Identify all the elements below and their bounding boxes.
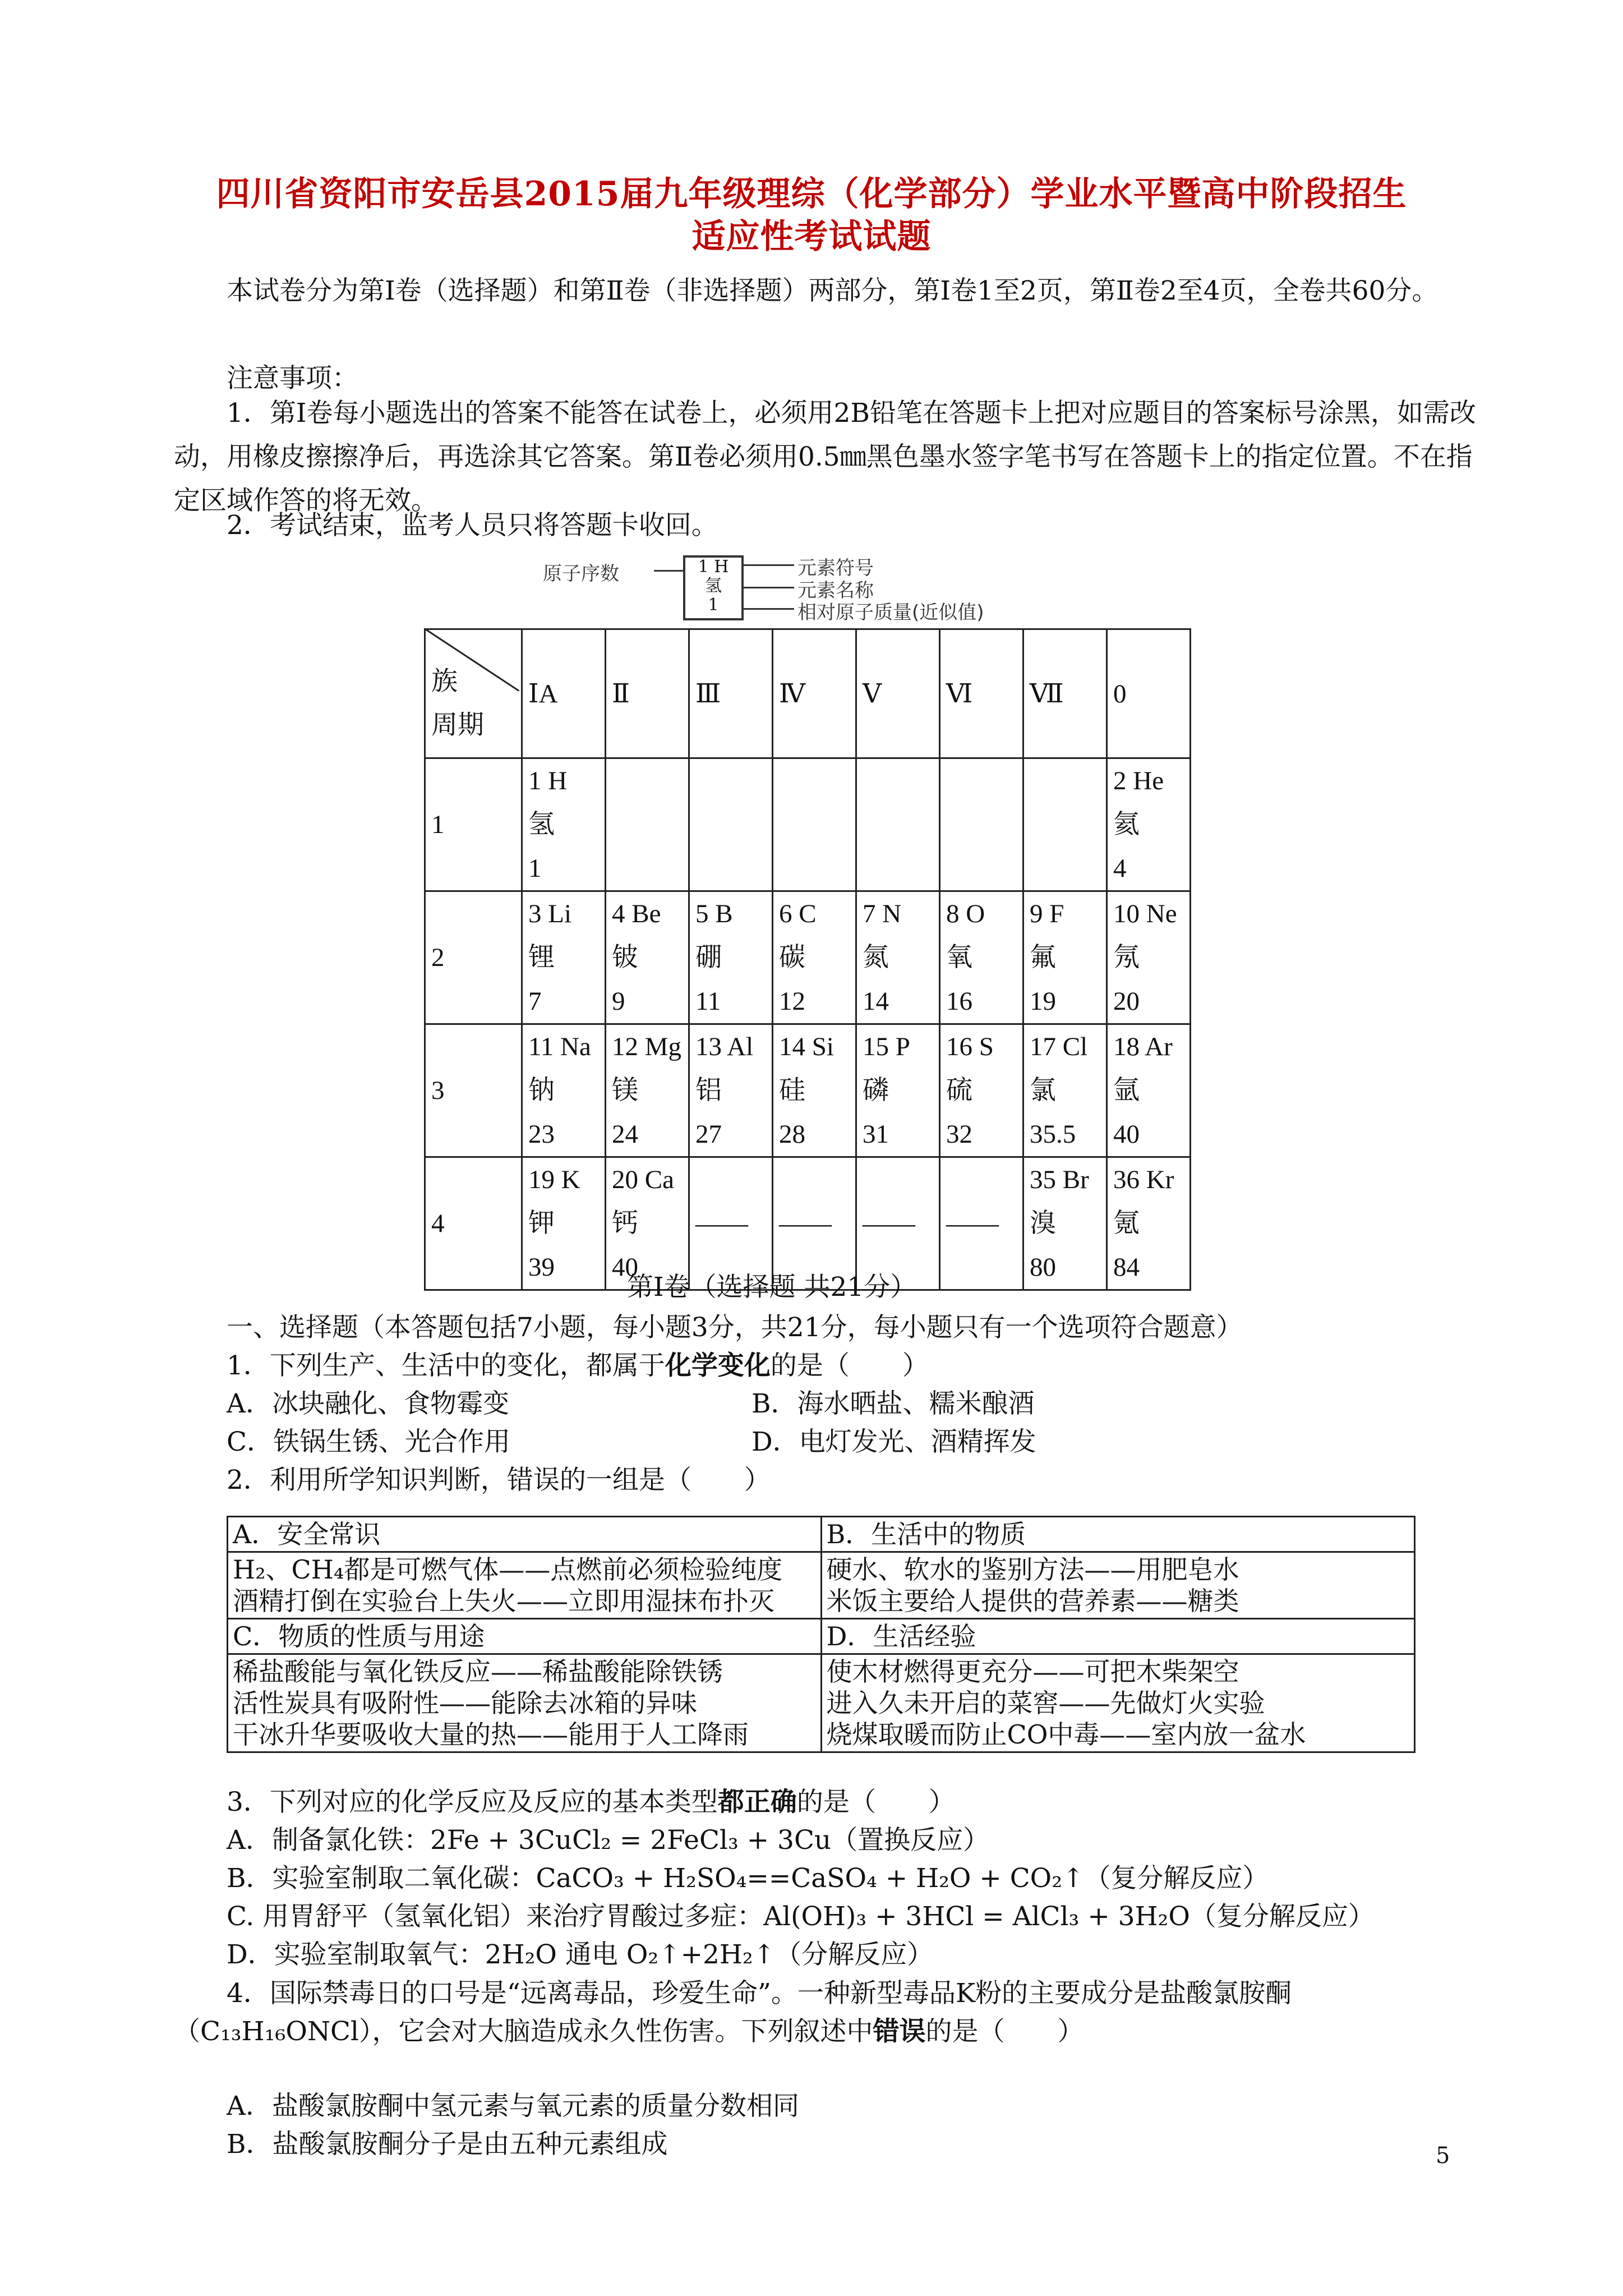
title-line-1: 四川省资阳市安岳县2015届九年级理综（化学部分）学业水平暨高中阶段招生 (216, 174, 1407, 214)
element-symbol: 18 Ar (1113, 1032, 1173, 1061)
legend-symbol: 元素符号 (797, 557, 874, 579)
element-symbol: 36 Kr (1113, 1165, 1174, 1194)
element-symbol: 19 K (528, 1165, 580, 1194)
element-mass (612, 846, 688, 890)
q2-row-heads-1 (228, 1517, 1415, 1552)
element-cell (1023, 758, 1107, 891)
element-symbol: 10 Ne (1113, 899, 1177, 928)
periodic-table (424, 628, 1191, 1291)
notice-1-text: 1．第Ⅰ卷每小题选出的答案不能答在试卷上，必须用2B铅笔在答题卡上把对应题目的答案标号涂黑，如需改动，用橡皮擦擦净后，再选涂其它答案。第Ⅱ卷必须用0.5㎜黑色墨水签字笔书写在答题卡上的指定位置。不在指定区域作答的将无效。 (174, 398, 1476, 516)
element-cell (856, 758, 940, 891)
q2-b-line: 硬水、软水的鉴别方法——用肥皂水 (826, 1554, 1239, 1585)
element-name: 氧 (946, 943, 972, 972)
question-4-stem (174, 1975, 1486, 2051)
element-cell (940, 758, 1023, 891)
element-cell (1023, 891, 1107, 1024)
element-symbol: 17 Cl (1030, 1032, 1088, 1061)
q4-stem-b: 的是（ ） (925, 2016, 1084, 2047)
element-mass (863, 846, 939, 890)
periodic-table-body (425, 758, 1191, 1290)
q2-c-body (228, 1654, 822, 1752)
element-mass: 14 (863, 987, 889, 1016)
element-symbol (695, 759, 772, 803)
legend-mass: 相对原子质量(近似值) (797, 601, 984, 624)
q4-stem-bold: 错误 (873, 2016, 926, 2047)
q4-option-a: A．盐酸氯胺酮中氢元素与氧元素的质量分数相同 (227, 2091, 799, 2122)
element-name: 氯 (1030, 1076, 1056, 1105)
element-name: 氖 (1113, 943, 1140, 972)
q2-b-head: B．生活中的物质 (821, 1517, 1415, 1552)
element-cell (773, 891, 856, 1024)
element-cell (606, 891, 689, 1024)
q2-c-line: 稀盐酸能与氧化铁反应——稀盐酸能除铁锈 (233, 1657, 723, 1687)
element-cell (856, 1024, 940, 1157)
element-mass (946, 1245, 1022, 1289)
element-mass: 11 (695, 987, 721, 1016)
group-header: 0 (1107, 629, 1191, 758)
element-cell (522, 1157, 606, 1290)
element-mass (946, 846, 1022, 890)
period-row (425, 891, 1191, 1024)
q3-option-a: A．制备氯化铁：2Fe + 3CuCl₂ = 2FeCl₃ + 3Cu（置换反应） (227, 1825, 990, 1856)
element-cell (606, 1024, 689, 1157)
element-cell (773, 1024, 856, 1157)
q2-c-line: 干冰升华要吸收大量的热——能用于人工降雨 (233, 1719, 749, 1750)
element-name: 硅 (779, 1076, 805, 1105)
element-symbol (946, 759, 1022, 803)
q2-d-head: D．生活经验 (821, 1619, 1415, 1654)
element-cell (773, 758, 856, 891)
legend-line-symbol (741, 564, 794, 566)
element-name (779, 803, 855, 846)
group-header: Ⅳ (773, 629, 856, 758)
element-name: 氮 (863, 943, 889, 972)
element-symbol: 35 Br (1030, 1165, 1089, 1194)
intro-paragraph (174, 269, 1481, 313)
element-name: —— (863, 1209, 915, 1238)
element-symbol: 4 Be (612, 899, 661, 928)
element-mass: 24 (612, 1120, 638, 1149)
element-name: 铝 (695, 1076, 722, 1105)
element-name: 碳 (779, 943, 805, 972)
group-header: Ⅵ (940, 629, 1023, 758)
legend-line-mass (741, 608, 794, 610)
notice-2-text: 2．考试结束，监考人员只将答题卡收回。 (227, 510, 718, 541)
element-mass: 40 (1113, 1120, 1140, 1149)
element-mass: 28 (779, 1120, 805, 1149)
group-header: ⅠA (522, 629, 606, 758)
element-cell (1107, 1024, 1191, 1157)
q4-option-b: B．盐酸氯胺酮分子是由五种元素组成 (227, 2129, 668, 2160)
element-symbol: 5 B (695, 899, 733, 928)
group-header: Ⅲ (689, 629, 773, 758)
element-cell (940, 891, 1023, 1024)
periodic-table-header-row (425, 629, 1191, 758)
q3-option-b: B．实验室制取二氧化碳：CaCO₃ + H₂SO₄==CaSO₄ + H₂O + CO₂↑（复分解反应） (227, 1863, 1269, 1894)
q1-stem-bold: 化学变化 (665, 1350, 771, 1381)
period-number: 3 (425, 1024, 522, 1157)
header-label-period: 周期 (431, 711, 484, 740)
q2-table (227, 1516, 1415, 1753)
element-name: 钙 (612, 1209, 638, 1238)
element-name: —— (695, 1209, 748, 1238)
q4-stem-a: 4．国际禁毒日的口号是“远离毒品，珍爱生命”。一种新型毒品K粉的主要成分是盐酸氯胺酮（C₁₃H₁₆ONCl），它会对大脑造成永久性伤害。下列叙述中 (174, 1978, 1292, 2047)
element-symbol: 12 Mg (612, 1032, 682, 1061)
q2-a-line: 酒精打倒在实验台上失火——立即用湿抹布扑灭 (233, 1586, 774, 1616)
q2-d-line: 烧煤取暖而防止CO中毒——室内放一盆水 (826, 1719, 1306, 1750)
q3-stem-b: 的是（ ） (796, 1787, 955, 1818)
element-cell (940, 1024, 1023, 1157)
element-name: 锂 (528, 943, 555, 972)
element-name: 氟 (1030, 943, 1056, 972)
q3-option-d: D．实验室制取氧气：2H₂O 通电 O₂↑+2H₂↑（分解反应） (227, 1939, 934, 1970)
element-cell (940, 1157, 1023, 1290)
q1-stem-b: 的是（ ） (770, 1350, 929, 1381)
element-mass: 80 (1030, 1253, 1056, 1282)
q2-b-body (821, 1552, 1415, 1619)
element-name: 镁 (612, 1076, 638, 1105)
intro-text: 本试卷分为第Ⅰ卷（选择题）和第Ⅱ卷（非选择题）两部分，第Ⅰ卷1至2页，第Ⅱ卷2至4页，全卷共60分。 (227, 275, 1438, 306)
group-header: Ⅴ (856, 629, 940, 758)
question-1-stem (227, 1347, 929, 1384)
element-cell (689, 758, 773, 891)
q3-stem-bold: 都正确 (717, 1787, 797, 1818)
element-name: 磷 (863, 1076, 889, 1105)
question-2-stem: 2．利用所学知识判断，错误的一组是（ ） (227, 1465, 771, 1496)
element-symbol: 11 Na (528, 1032, 591, 1061)
legend-box-bot: 1 (708, 595, 719, 615)
element-name: —— (779, 1209, 832, 1238)
q2-d-body (821, 1654, 1415, 1752)
q2-a-head: A．安全常识 (228, 1517, 822, 1552)
element-symbol: 16 S (946, 1032, 994, 1061)
q2-d-line: 进入久未开启的菜窖——先做灯火实验 (826, 1688, 1265, 1718)
element-name: 硫 (946, 1076, 972, 1105)
element-mass: 23 (528, 1120, 555, 1149)
element-mass: 20 (1113, 987, 1140, 1016)
element-mass (779, 846, 855, 890)
legend-box (683, 555, 744, 620)
element-symbol (779, 1158, 855, 1202)
element-mass: 16 (946, 987, 972, 1016)
q2-b-line: 米饭主要给人提供的营养素——糖类 (826, 1586, 1239, 1616)
element-name: 钠 (528, 1076, 555, 1105)
element-symbol: 8 O (946, 899, 985, 928)
legend-name: 元素名称 (797, 579, 874, 602)
element-name: —— (946, 1209, 999, 1238)
element-cell (856, 891, 940, 1024)
q2-c-head: C．物质的性质与用途 (228, 1619, 822, 1654)
element-mass: 9 (612, 987, 625, 1016)
notice-heading-text: 注意事项： (227, 363, 358, 394)
q3-stem-a: 3．下列对应的化学反应及反应的基本类型 (227, 1787, 718, 1818)
element-cell (1107, 891, 1191, 1024)
element-mass (695, 846, 772, 890)
notice-2 (174, 504, 1481, 547)
element-mass: 4 (1113, 854, 1127, 883)
element-name (612, 803, 688, 846)
element-cell (1023, 1157, 1107, 1290)
element-symbol: 1 H (528, 766, 568, 795)
element-mass: 27 (695, 1120, 722, 1149)
period-row (425, 758, 1191, 891)
element-cell (606, 758, 689, 891)
q2-row-heads-2 (228, 1619, 1415, 1654)
element-name (695, 803, 772, 846)
element-symbol (695, 1158, 772, 1202)
element-symbol: 13 Al (695, 1032, 754, 1061)
q1-stem-a: 1．下列生产、生活中的变化，都属于 (227, 1350, 665, 1381)
element-symbol: 20 Ca (612, 1165, 674, 1194)
period-number: 2 (425, 891, 522, 1024)
q2-d-line: 使木材燃得更充分——可把木柴架空 (826, 1657, 1239, 1687)
q1-option-a: A．冰块融化、食物霉变 (227, 1388, 509, 1419)
element-symbol (946, 1158, 1022, 1202)
q1-option-d: D．电灯发光、酒精挥发 (751, 1427, 1036, 1457)
element-name: 氢 (528, 810, 555, 839)
element-name: 钾 (528, 1209, 555, 1238)
question-3-stem (227, 1784, 955, 1821)
element-symbol: 3 Li (528, 899, 572, 928)
q1-option-c: C．铁锅生锈、光合作用 (227, 1427, 510, 1457)
element-mass: 32 (946, 1120, 972, 1149)
element-name (946, 803, 1022, 846)
element-symbol: 7 N (863, 899, 902, 928)
q2-row-body-2 (228, 1654, 1415, 1752)
q1-option-b: B．海水晒盐、糯米酿酒 (751, 1388, 1035, 1419)
element-name (1030, 803, 1106, 846)
period-row (425, 1024, 1191, 1157)
element-symbol: 6 C (779, 899, 817, 928)
legend-box-mid: 氢 (705, 576, 722, 596)
element-mass: 19 (1030, 987, 1056, 1016)
element-symbol (779, 759, 855, 803)
period-number: 4 (425, 1157, 522, 1290)
element-cell (522, 1024, 606, 1157)
element-mass: 35.5 (1030, 1120, 1076, 1149)
element-mass: 39 (528, 1253, 555, 1282)
element-name (863, 803, 939, 846)
element-cell (689, 891, 773, 1024)
element-name: 硼 (695, 943, 722, 972)
element-symbol (1030, 759, 1106, 803)
notice-1 (174, 392, 1481, 523)
element-symbol (612, 759, 688, 803)
header-diagonal (424, 628, 519, 691)
element-cell (689, 1024, 773, 1157)
group-header: Ⅶ (1023, 629, 1107, 758)
group-header: Ⅱ (606, 629, 689, 758)
element-cell (1107, 1157, 1191, 1290)
element-symbol (863, 759, 939, 803)
page-number: 5 (1436, 2143, 1450, 2169)
header-label-group: 族 (431, 667, 458, 696)
legend-atomic-number: 原子序数 (543, 563, 619, 585)
element-symbol: 14 Si (779, 1032, 834, 1061)
element-mass: 12 (779, 987, 805, 1016)
title-line-2: 适应性考试试题 (691, 217, 932, 256)
legend-box-top: 1 H (698, 557, 729, 577)
q2-c-line: 活性炭具有吸附性——能除去冰箱的异味 (233, 1688, 697, 1718)
element-name: 铍 (612, 943, 638, 972)
element-symbol (863, 1158, 939, 1202)
element-symbol: 9 F (1030, 899, 1064, 928)
q3-option-c: C. 用胃舒平（氢氧化铝）来治疗胃酸过多症：Al(OH)₃ + 3HCl = AlCl₃ + 3H₂O（复分解反应） (227, 1901, 1375, 1932)
element-mass: 31 (863, 1120, 889, 1149)
element-mass: 84 (1113, 1253, 1140, 1282)
element-cell (522, 758, 606, 891)
element-mass: 1 (528, 854, 542, 883)
element-cell (1107, 758, 1191, 891)
element-cell (522, 891, 606, 1024)
section-1-title: 第Ⅰ卷（选择题 共21分） (627, 1272, 917, 1303)
q2-row-body-1 (228, 1552, 1415, 1619)
element-name: 溴 (1030, 1209, 1056, 1238)
element-cell (1023, 1024, 1107, 1157)
element-name: 氪 (1113, 1209, 1140, 1238)
element-mass: 7 (528, 987, 542, 1016)
element-symbol: 15 P (863, 1032, 910, 1061)
period-number: 1 (425, 758, 522, 891)
legend-line-name (741, 587, 794, 588)
q2-a-body (228, 1552, 822, 1619)
element-mass (1030, 846, 1106, 890)
q2-a-line: H₂、CH₄都是可燃气体——点燃前必须检验纯度 (233, 1554, 783, 1585)
element-symbol: 2 He (1113, 766, 1164, 795)
element-name: 氩 (1113, 1076, 1140, 1105)
legend-line-atomic (654, 570, 683, 572)
element-name: 氦 (1113, 810, 1140, 839)
section-1-intro: 一、选择题（本答题包括7小题，每小题3分，共21分，每小题只有一个选项符合题意） (227, 1312, 1243, 1343)
element-mass: 40 (612, 1253, 638, 1282)
